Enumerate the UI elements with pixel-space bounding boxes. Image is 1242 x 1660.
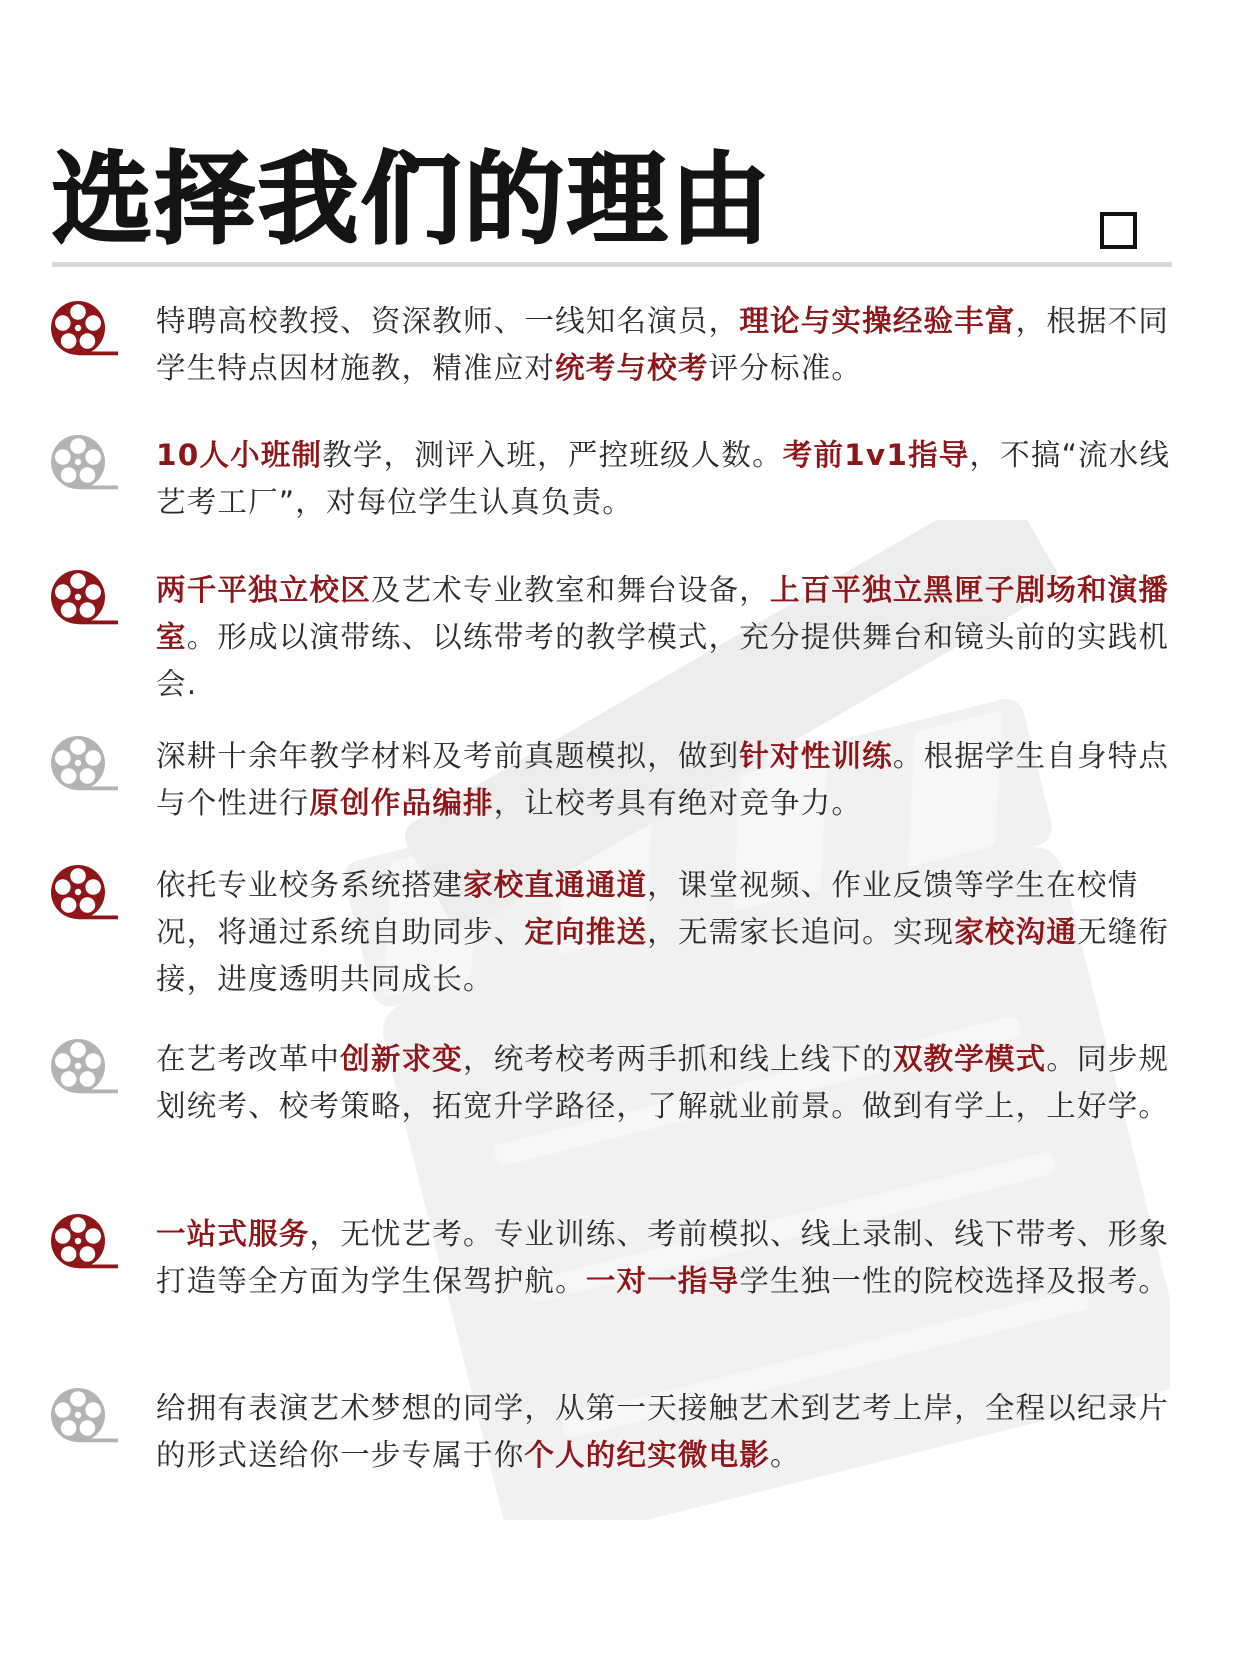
film-reel-icon [50, 862, 120, 922]
item-text [156, 862, 1176, 1003]
page-title: 选择我们的理由 [52, 141, 773, 258]
body-text: 。形成以演带练、以练带考的教学模式，充分提供舞台和镜头前的实践机会. [156, 620, 1170, 701]
body-text: 无缝衔接，进度透明共同成长。 [156, 915, 1170, 996]
body-text: 。根据学生自身特点与个性进行 [156, 739, 1170, 820]
body-text: ，课堂视频、作业反馈等学生在校情况，将通过系统自助同步、 [156, 868, 1139, 949]
highlight-text: 一站式服务 [156, 1217, 310, 1251]
item-text [156, 1036, 1176, 1130]
item-text [156, 1211, 1176, 1305]
film-reel-icon [50, 733, 120, 793]
body-text: 教学，测评入班，严控班级人数。 [322, 438, 783, 472]
item-text [156, 567, 1176, 708]
body-text: 评分标准。 [708, 351, 863, 385]
highlight-text: 创新求变 [340, 1042, 464, 1076]
body-text: 深耕十余年教学材料及考前真题模拟，做到 [156, 739, 740, 773]
film-reel-icon [50, 567, 120, 627]
item-text [156, 1385, 1176, 1479]
body-text: 及艺术专业教室和舞台设备， [370, 573, 771, 607]
highlight-text: 两千平独立校区 [156, 573, 371, 607]
highlight-text: 上百平独立黑匣子剧场和演播室 [156, 573, 1170, 654]
body-text: 特聘高校教授、资深教师、一线知名演员， [156, 304, 740, 338]
item-text [156, 733, 1176, 827]
highlight-text: 统考与校考 [555, 351, 709, 385]
highlight-text: 定向推送 [524, 915, 648, 949]
body-text: ，统考校考两手抓和线上线下的 [463, 1042, 893, 1076]
highlight-text: 家校直通通道 [463, 868, 648, 902]
body-text: 在艺考改革中 [156, 1042, 341, 1076]
highlight-text: 家校沟通 [954, 915, 1078, 949]
highlight-text: 一对一指导 [585, 1264, 740, 1298]
body-text: ，无忧艺考。专业训练、考前模拟、线上录制、线下带考、形象打造等全方面为学生保驾护航。 [156, 1217, 1170, 1298]
film-reel-icon [50, 1385, 120, 1445]
body-text: 。 [770, 1438, 801, 1472]
highlight-text: 10人小班制 [156, 438, 323, 472]
body-text: 依托专业校务系统搭建 [156, 868, 464, 902]
highlight-text: 理论与实操经验丰富 [739, 304, 1016, 338]
body-text: ，根据不同学生特点因材施教，精准应对 [156, 304, 1170, 385]
body-text: ，无需家长追问。实现 [647, 915, 955, 949]
highlight-text: 个人的纪实微电影 [524, 1438, 771, 1472]
body-text: 给拥有表演艺术梦想的同学，从第一天接触艺术到艺考上岸，全程以纪录片的形式送给你一步专属于你 [156, 1391, 1170, 1472]
film-reel-icon [50, 432, 120, 492]
film-reel-icon [50, 1036, 120, 1096]
highlight-text: 针对性训练 [739, 739, 893, 773]
item-text [156, 432, 1176, 526]
highlight-text: 考前1v1指导 [782, 438, 970, 472]
item-text [156, 298, 1176, 392]
body-text: ，让校考具有绝对竞争力。 [493, 786, 863, 820]
film-reel-icon [50, 298, 120, 358]
body-text: ，不搞“流水线艺考工厂”，对每位学生认真负责。 [156, 438, 1171, 519]
body-text: 学生独一性的院校选择及报考。 [739, 1264, 1170, 1298]
highlight-text: 双教学模式 [892, 1042, 1047, 1076]
highlight-text: 原创作品编排 [309, 786, 494, 820]
body-text: 。同步规划统考、校考策略，拓宽升学路径，了解就业前景。做到有学上，上好学。 [156, 1042, 1170, 1123]
film-reel-icon [50, 1211, 120, 1271]
